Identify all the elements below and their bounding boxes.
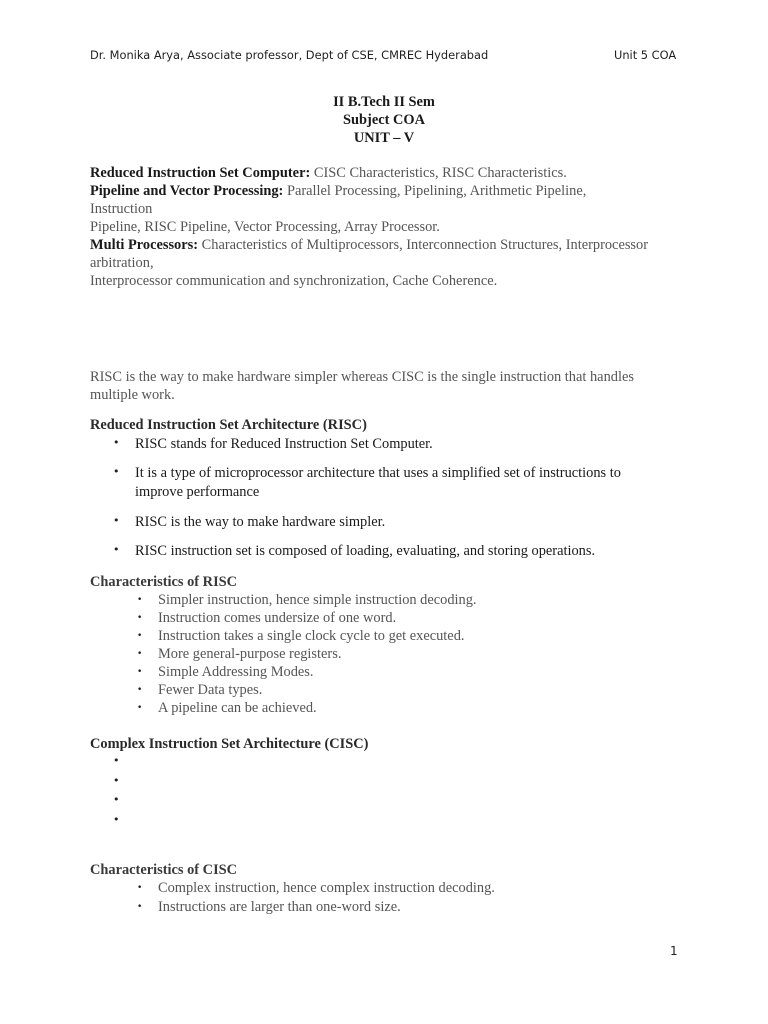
header-author: Dr. Monika Arya, Associate professor, Dept of CSE, CMREC Hyderabad	[90, 48, 489, 62]
risc-item-3: RISC is the way to make hardware simpler.	[135, 514, 386, 530]
cisc-char-1: Complex instruction, hence complex instruction decoding.	[158, 880, 495, 896]
bullet-icon: •	[113, 793, 120, 806]
risc-char-3: Instruction takes a single clock cycle to get executed.	[158, 628, 465, 644]
syllabus-mp-line-3: Interprocessor communication and synchronization, Cache Coherence.	[90, 273, 498, 289]
bullet-icon: •	[137, 883, 143, 893]
syllabus-risc-line	[90, 164, 690, 182]
syllabus-risc-text: CISC Characteristics, RISC Characteristics.	[310, 165, 567, 181]
bullet-icon: •	[137, 667, 143, 677]
risc-heading: Reduced Instruction Set Architecture (RISC)	[90, 417, 367, 433]
bullet-icon: •	[113, 813, 120, 826]
intro-line-1: RISC is the way to make hardware simpler whereas CISC is the single instruction that handles	[90, 369, 634, 385]
risc-item-2-cont: improve performance	[135, 484, 260, 500]
bullet-icon: •	[113, 754, 120, 767]
title-course: II B.Tech II Sem	[333, 94, 435, 110]
risc-char-1: Simpler instruction, hence simple instruction decoding.	[158, 592, 477, 608]
bullet-icon: •	[113, 514, 120, 527]
risc-char-7: A pipeline can be achieved.	[158, 700, 317, 716]
risc-char-6: Fewer Data types.	[158, 682, 263, 698]
syllabus-mp-heading: Multi Processors:	[90, 237, 199, 253]
title-subject: Subject COA	[343, 112, 425, 128]
risc-char-2: Instruction comes undersize of one word.	[158, 610, 397, 626]
page-number: 1	[670, 944, 678, 958]
syllabus-risc-heading: Reduced Instruction Set Computer:	[90, 165, 311, 181]
risc-char-5: Simple Addressing Modes.	[158, 664, 314, 680]
bullet-icon: •	[137, 631, 143, 641]
bullet-icon: •	[137, 649, 143, 659]
header-unit: Unit 5 COA	[614, 48, 677, 62]
cisc-char-2: Instructions are larger than one-word size.	[158, 899, 401, 915]
risc-chars-heading: Characteristics of RISC	[90, 574, 238, 590]
cisc-chars-heading: Characteristics of CISC	[90, 862, 238, 878]
bullet-icon: •	[137, 703, 143, 713]
risc-item-4: RISC instruction set is composed of loading, evaluating, and storing operations.	[135, 543, 596, 559]
syllabus-pvp-line-2: Instruction	[90, 201, 153, 217]
syllabus-mp-line-2: arbitration,	[90, 255, 154, 271]
bullet-icon: •	[137, 902, 143, 912]
syllabus-pvp-line	[90, 182, 690, 200]
syllabus-pvp-line-3: Pipeline, RISC Pipeline, Vector Processing, Array Processor.	[90, 219, 440, 235]
syllabus-pvp-heading: Pipeline and Vector Processing:	[90, 183, 284, 199]
syllabus-mp-text: Characteristics of Multiprocessors, Interconnection Structures, Interprocessor	[198, 237, 649, 253]
risc-item-1: RISC stands for Reduced Instruction Set Computer.	[135, 436, 433, 452]
bullet-icon: •	[113, 774, 120, 787]
intro-line-2: multiple work.	[90, 387, 175, 403]
syllabus-pvp-text: Parallel Processing, Pipelining, Arithmetic Pipeline,	[283, 183, 587, 199]
bullet-icon: •	[113, 543, 120, 556]
bullet-icon: •	[137, 685, 143, 695]
bullet-icon: •	[113, 436, 120, 449]
risc-char-4: More general-purpose registers.	[158, 646, 342, 662]
bullet-icon: •	[137, 613, 143, 623]
bullet-icon: •	[113, 465, 120, 478]
bullet-icon: •	[137, 595, 143, 605]
syllabus-mp-line	[90, 236, 690, 254]
title-unit: UNIT – V	[353, 130, 415, 146]
risc-item-2: It is a type of microprocessor architecture that uses a simplified set of instructions to	[135, 465, 621, 481]
cisc-heading: Complex Instruction Set Architecture (CISC)	[90, 736, 369, 752]
